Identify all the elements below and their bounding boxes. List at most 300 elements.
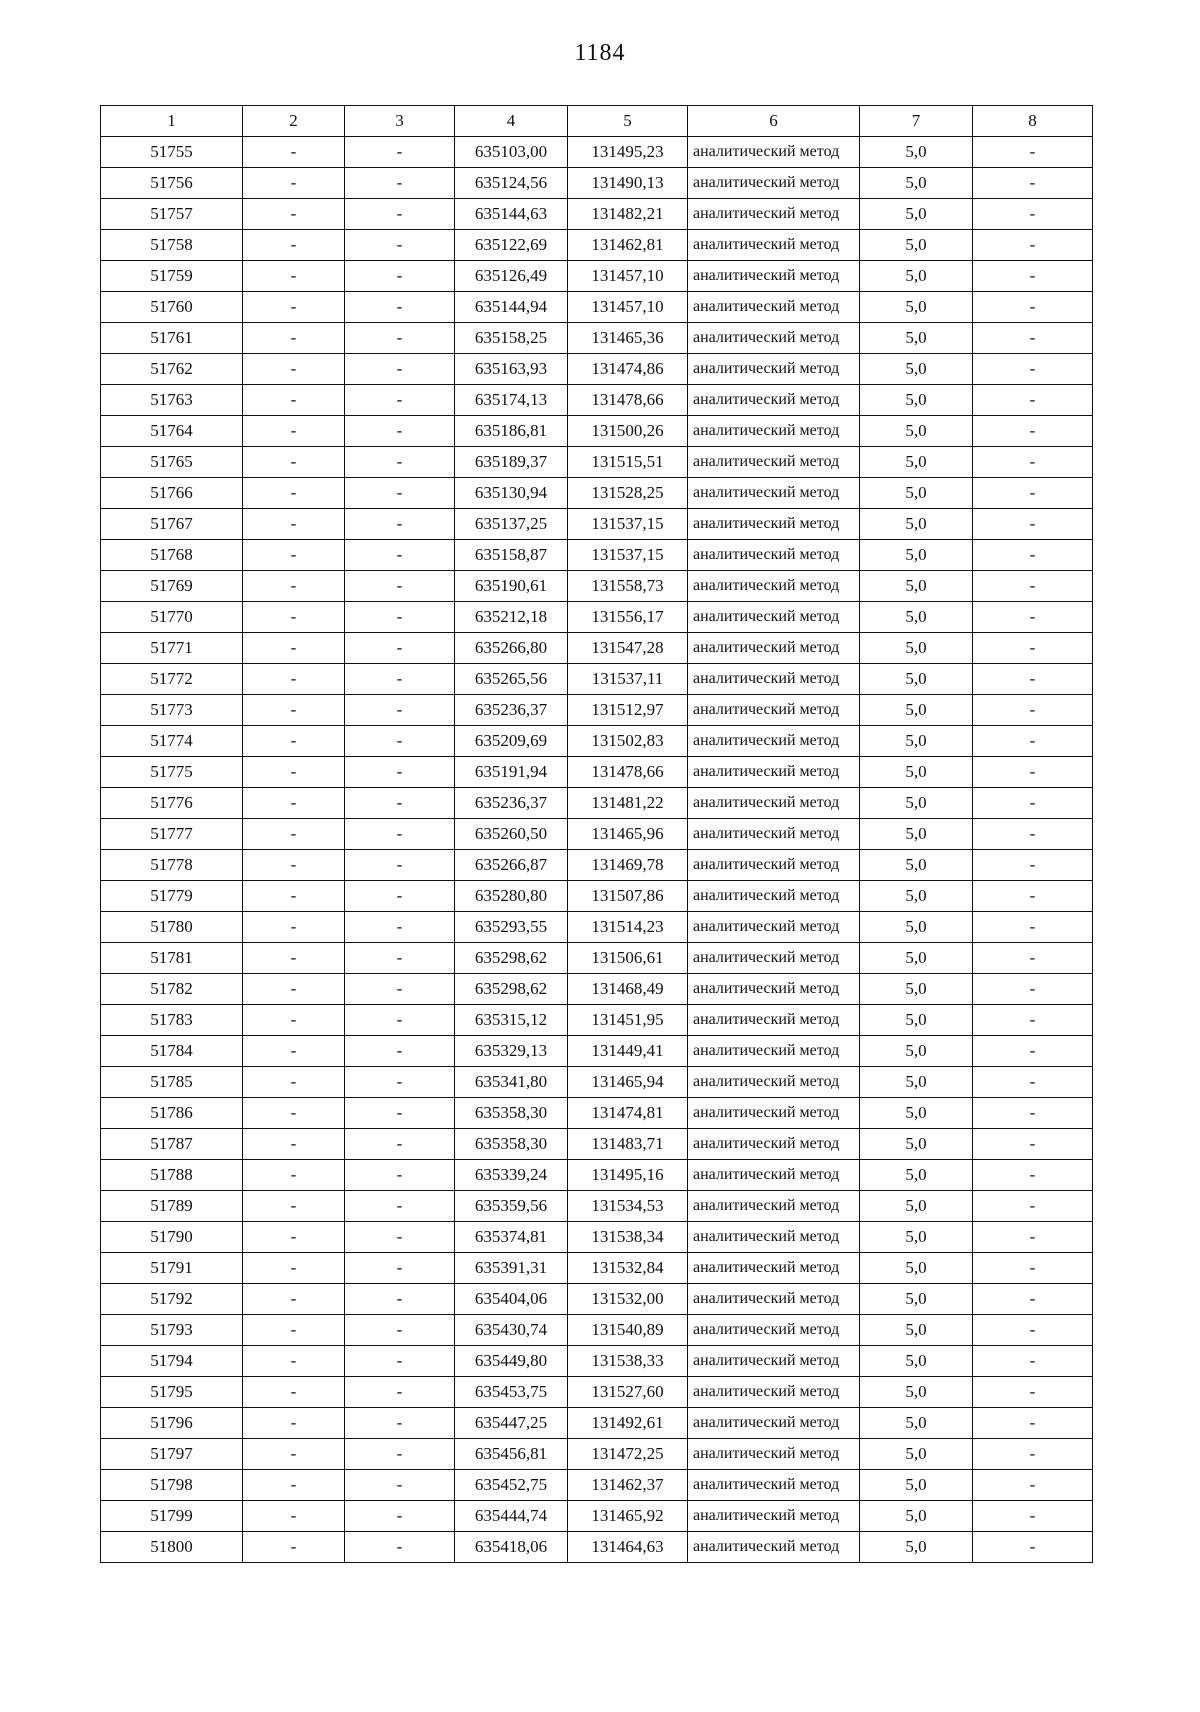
table-row — [101, 819, 1093, 850]
col-8-value: - — [973, 168, 1093, 199]
col-8-value: - — [973, 1532, 1093, 1563]
col-2-value: - — [243, 850, 345, 881]
coordinate-x: 635404,06 — [455, 1284, 568, 1315]
col-3-value: - — [345, 230, 455, 261]
coordinate-y: 131507,86 — [568, 881, 688, 912]
coordinate-x: 635358,30 — [455, 1098, 568, 1129]
col-2-value: - — [243, 1222, 345, 1253]
col-8-value: - — [973, 292, 1093, 323]
coordinate-y: 131528,25 — [568, 478, 688, 509]
point-number: 51774 — [101, 726, 243, 757]
col-3-value: - — [345, 1005, 455, 1036]
accuracy-value: 5,0 — [860, 1346, 973, 1377]
col-2-value: - — [243, 1284, 345, 1315]
method: аналитический метод — [688, 881, 860, 912]
point-number: 51786 — [101, 1098, 243, 1129]
col-8-value: - — [973, 1191, 1093, 1222]
accuracy-value: 5,0 — [860, 881, 973, 912]
col-3-value: - — [345, 602, 455, 633]
accuracy-value: 5,0 — [860, 571, 973, 602]
col-3-value: - — [345, 478, 455, 509]
accuracy-value: 5,0 — [860, 943, 973, 974]
col-3-value: - — [345, 354, 455, 385]
col-3-value: - — [345, 726, 455, 757]
table-row — [101, 912, 1093, 943]
col-8-value: - — [973, 974, 1093, 1005]
table-row — [101, 509, 1093, 540]
coordinate-x: 635174,13 — [455, 385, 568, 416]
col-3-value: - — [345, 1408, 455, 1439]
col-2-value: - — [243, 1346, 345, 1377]
col-2-value: - — [243, 571, 345, 602]
point-number: 51798 — [101, 1470, 243, 1501]
accuracy-value: 5,0 — [860, 912, 973, 943]
method: аналитический метод — [688, 974, 860, 1005]
col-2-value: - — [243, 1129, 345, 1160]
col-8-value: - — [973, 540, 1093, 571]
accuracy-value: 5,0 — [860, 261, 973, 292]
point-number: 51787 — [101, 1129, 243, 1160]
coordinate-y: 131532,00 — [568, 1284, 688, 1315]
table-row — [101, 416, 1093, 447]
accuracy-value: 5,0 — [860, 509, 973, 540]
coordinate-x: 635418,06 — [455, 1532, 568, 1563]
point-number: 51776 — [101, 788, 243, 819]
col-8-value: - — [973, 1067, 1093, 1098]
col-2-value: - — [243, 757, 345, 788]
col-2-value: - — [243, 137, 345, 168]
col-2-value: - — [243, 1098, 345, 1129]
col-3-value: - — [345, 571, 455, 602]
accuracy-value: 5,0 — [860, 1191, 973, 1222]
col-2-value: - — [243, 509, 345, 540]
col-3-value: - — [345, 881, 455, 912]
method: аналитический метод — [688, 1005, 860, 1036]
method: аналитический метод — [688, 261, 860, 292]
point-number: 51775 — [101, 757, 243, 788]
col-2-value: - — [243, 1408, 345, 1439]
table-row — [101, 757, 1093, 788]
method: аналитический метод — [688, 323, 860, 354]
point-number: 51757 — [101, 199, 243, 230]
method: аналитический метод — [688, 1284, 860, 1315]
coordinate-x: 635189,37 — [455, 447, 568, 478]
coordinate-y: 131465,36 — [568, 323, 688, 354]
method: аналитический метод — [688, 1439, 860, 1470]
col-8-value: - — [973, 1036, 1093, 1067]
col-3-value: - — [345, 664, 455, 695]
method: аналитический метод — [688, 664, 860, 695]
col-8-value: - — [973, 447, 1093, 478]
col-3-value: - — [345, 1160, 455, 1191]
col-8-value: - — [973, 1253, 1093, 1284]
col-2-value: - — [243, 292, 345, 323]
col-8-value: - — [973, 881, 1093, 912]
coordinate-y: 131556,17 — [568, 602, 688, 633]
col-3-value: - — [345, 1470, 455, 1501]
col-8-value: - — [973, 633, 1093, 664]
accuracy-value: 5,0 — [860, 1315, 973, 1346]
accuracy-value: 5,0 — [860, 323, 973, 354]
method: аналитический метод — [688, 199, 860, 230]
table-row — [101, 1532, 1093, 1563]
method: аналитический метод — [688, 230, 860, 261]
col-3-value: - — [345, 1501, 455, 1532]
table-row — [101, 1222, 1093, 1253]
accuracy-value: 5,0 — [860, 726, 973, 757]
point-number: 51767 — [101, 509, 243, 540]
accuracy-value: 5,0 — [860, 292, 973, 323]
col-2-value: - — [243, 1160, 345, 1191]
col-2-value: - — [243, 1036, 345, 1067]
col-8-value: - — [973, 416, 1093, 447]
col-2-value: - — [243, 354, 345, 385]
method: аналитический метод — [688, 1191, 860, 1222]
method: аналитический метод — [688, 695, 860, 726]
col-3-value: - — [345, 1532, 455, 1563]
accuracy-value: 5,0 — [860, 354, 973, 385]
coordinate-y: 131537,15 — [568, 509, 688, 540]
col-2-value: - — [243, 323, 345, 354]
method: аналитический метод — [688, 1067, 860, 1098]
col-8-value: - — [973, 726, 1093, 757]
accuracy-value: 5,0 — [860, 1501, 973, 1532]
point-number: 51755 — [101, 137, 243, 168]
coordinate-x: 635124,56 — [455, 168, 568, 199]
table-row — [101, 478, 1093, 509]
coordinate-x: 635209,69 — [455, 726, 568, 757]
col-8-value: - — [973, 912, 1093, 943]
col-8-value: - — [973, 571, 1093, 602]
coordinate-x: 635315,12 — [455, 1005, 568, 1036]
coordinate-x: 635391,31 — [455, 1253, 568, 1284]
col-8-value: - — [973, 230, 1093, 261]
table-row — [101, 137, 1093, 168]
accuracy-value: 5,0 — [860, 478, 973, 509]
table-row — [101, 168, 1093, 199]
method: аналитический метод — [688, 912, 860, 943]
col-8-value: - — [973, 1315, 1093, 1346]
point-number: 51797 — [101, 1439, 243, 1470]
accuracy-value: 5,0 — [860, 1377, 973, 1408]
table-row — [101, 974, 1093, 1005]
col-3-value: - — [345, 757, 455, 788]
point-number: 51785 — [101, 1067, 243, 1098]
coordinate-x: 635452,75 — [455, 1470, 568, 1501]
coordinate-y: 131474,81 — [568, 1098, 688, 1129]
method: аналитический метод — [688, 1222, 860, 1253]
coordinate-x: 635374,81 — [455, 1222, 568, 1253]
coordinate-x: 635298,62 — [455, 943, 568, 974]
col-2-value: - — [243, 1067, 345, 1098]
point-number: 51794 — [101, 1346, 243, 1377]
point-number: 51763 — [101, 385, 243, 416]
point-number: 51766 — [101, 478, 243, 509]
method: аналитический метод — [688, 447, 860, 478]
coordinate-y: 131527,60 — [568, 1377, 688, 1408]
table-row — [101, 602, 1093, 633]
point-number: 51765 — [101, 447, 243, 478]
table-row — [101, 695, 1093, 726]
coordinate-y: 131483,71 — [568, 1129, 688, 1160]
method: аналитический метод — [688, 1532, 860, 1563]
col-8-value: - — [973, 137, 1093, 168]
method: аналитический метод — [688, 168, 860, 199]
col-3-value: - — [345, 261, 455, 292]
coordinate-x: 635158,25 — [455, 323, 568, 354]
coordinate-x: 635144,63 — [455, 199, 568, 230]
method: аналитический метод — [688, 850, 860, 881]
point-number: 51756 — [101, 168, 243, 199]
coordinate-x: 635293,55 — [455, 912, 568, 943]
coordinate-y: 131538,34 — [568, 1222, 688, 1253]
coordinate-y: 131495,23 — [568, 137, 688, 168]
coordinate-x: 635430,74 — [455, 1315, 568, 1346]
method: аналитический метод — [688, 633, 860, 664]
col-8-value: - — [973, 199, 1093, 230]
table-row — [101, 1036, 1093, 1067]
table-row — [101, 323, 1093, 354]
col-3-value: - — [345, 292, 455, 323]
accuracy-value: 5,0 — [860, 1284, 973, 1315]
point-number: 51770 — [101, 602, 243, 633]
coordinate-y: 131449,41 — [568, 1036, 688, 1067]
coordinate-x: 635341,80 — [455, 1067, 568, 1098]
point-number: 51784 — [101, 1036, 243, 1067]
coordinate-x: 635453,75 — [455, 1377, 568, 1408]
col-2-value: - — [243, 1470, 345, 1501]
coordinate-y: 131514,23 — [568, 912, 688, 943]
coordinate-y: 131469,78 — [568, 850, 688, 881]
method: аналитический метод — [688, 1036, 860, 1067]
col-8-value: - — [973, 323, 1093, 354]
accuracy-value: 5,0 — [860, 664, 973, 695]
point-number: 51778 — [101, 850, 243, 881]
col-3-value: - — [345, 1315, 455, 1346]
table-row — [101, 1470, 1093, 1501]
coordinate-y: 131481,22 — [568, 788, 688, 819]
col-2-value: - — [243, 1532, 345, 1563]
column-header: 4 — [455, 106, 568, 137]
accuracy-value: 5,0 — [860, 1470, 973, 1501]
col-3-value: - — [345, 1346, 455, 1377]
coordinate-y: 131547,28 — [568, 633, 688, 664]
method: аналитический метод — [688, 571, 860, 602]
col-8-value: - — [973, 478, 1093, 509]
col-3-value: - — [345, 850, 455, 881]
coordinate-x: 635444,74 — [455, 1501, 568, 1532]
table-row — [101, 292, 1093, 323]
col-3-value: - — [345, 137, 455, 168]
point-number: 51758 — [101, 230, 243, 261]
col-8-value: - — [973, 1222, 1093, 1253]
col-8-value: - — [973, 943, 1093, 974]
coordinate-y: 131492,61 — [568, 1408, 688, 1439]
accuracy-value: 5,0 — [860, 168, 973, 199]
col-8-value: - — [973, 1129, 1093, 1160]
coordinate-x: 635456,81 — [455, 1439, 568, 1470]
method: аналитический метод — [688, 416, 860, 447]
coordinate-y: 131464,63 — [568, 1532, 688, 1563]
accuracy-value: 5,0 — [860, 137, 973, 168]
coordinate-y: 131474,86 — [568, 354, 688, 385]
table-row — [101, 633, 1093, 664]
coordinate-x: 635236,37 — [455, 695, 568, 726]
col-2-value: - — [243, 447, 345, 478]
table-row — [101, 199, 1093, 230]
coordinate-y: 131534,53 — [568, 1191, 688, 1222]
coordinate-x: 635266,87 — [455, 850, 568, 881]
accuracy-value: 5,0 — [860, 819, 973, 850]
table-row — [101, 1346, 1093, 1377]
coordinate-x: 635447,25 — [455, 1408, 568, 1439]
table-row — [101, 385, 1093, 416]
col-3-value: - — [345, 912, 455, 943]
accuracy-value: 5,0 — [860, 1036, 973, 1067]
accuracy-value: 5,0 — [860, 230, 973, 261]
method: аналитический метод — [688, 1315, 860, 1346]
coordinate-x: 635212,18 — [455, 602, 568, 633]
method: аналитический метод — [688, 540, 860, 571]
point-number: 51759 — [101, 261, 243, 292]
coordinate-x: 635163,93 — [455, 354, 568, 385]
column-header: 2 — [243, 106, 345, 137]
col-3-value: - — [345, 633, 455, 664]
coordinate-x: 635280,80 — [455, 881, 568, 912]
col-3-value: - — [345, 1439, 455, 1470]
coordinate-y: 131515,51 — [568, 447, 688, 478]
column-header: 5 — [568, 106, 688, 137]
point-number: 51771 — [101, 633, 243, 664]
coordinate-x: 635144,94 — [455, 292, 568, 323]
coordinate-x: 635191,94 — [455, 757, 568, 788]
coordinate-y: 131506,61 — [568, 943, 688, 974]
point-number: 51782 — [101, 974, 243, 1005]
col-3-value: - — [345, 416, 455, 447]
point-number: 51779 — [101, 881, 243, 912]
col-2-value: - — [243, 633, 345, 664]
point-number: 51795 — [101, 1377, 243, 1408]
coordinate-x: 635122,69 — [455, 230, 568, 261]
col-2-value: - — [243, 1315, 345, 1346]
col-2-value: - — [243, 1439, 345, 1470]
coordinate-y: 131462,81 — [568, 230, 688, 261]
column-header: 1 — [101, 106, 243, 137]
table-body — [101, 137, 1093, 1563]
col-8-value: - — [973, 819, 1093, 850]
coordinate-y: 131465,92 — [568, 1501, 688, 1532]
method: аналитический метод — [688, 292, 860, 323]
coordinate-y: 131462,37 — [568, 1470, 688, 1501]
point-number: 51780 — [101, 912, 243, 943]
point-number: 51791 — [101, 1253, 243, 1284]
col-2-value: - — [243, 943, 345, 974]
accuracy-value: 5,0 — [860, 1408, 973, 1439]
coordinate-y: 131532,84 — [568, 1253, 688, 1284]
accuracy-value: 5,0 — [860, 447, 973, 478]
table-header-row — [101, 106, 1093, 137]
col-3-value: - — [345, 509, 455, 540]
col-3-value: - — [345, 323, 455, 354]
table-row — [101, 1439, 1093, 1470]
col-3-value: - — [345, 819, 455, 850]
col-8-value: - — [973, 757, 1093, 788]
col-3-value: - — [345, 788, 455, 819]
table-row — [101, 664, 1093, 695]
method: аналитический метод — [688, 1470, 860, 1501]
method: аналитический метод — [688, 1160, 860, 1191]
coordinate-y: 131537,11 — [568, 664, 688, 695]
point-number: 51792 — [101, 1284, 243, 1315]
method: аналитический метод — [688, 1377, 860, 1408]
table-row — [101, 540, 1093, 571]
coordinate-x: 635358,30 — [455, 1129, 568, 1160]
col-8-value: - — [973, 1346, 1093, 1377]
point-number: 51783 — [101, 1005, 243, 1036]
table-row — [101, 1191, 1093, 1222]
coordinate-x: 635265,56 — [455, 664, 568, 695]
coordinate-x: 635329,13 — [455, 1036, 568, 1067]
accuracy-value: 5,0 — [860, 1098, 973, 1129]
col-3-value: - — [345, 1222, 455, 1253]
col-8-value: - — [973, 1284, 1093, 1315]
column-header: 6 — [688, 106, 860, 137]
coordinate-y: 131457,10 — [568, 292, 688, 323]
col-8-value: - — [973, 1470, 1093, 1501]
col-8-value: - — [973, 664, 1093, 695]
col-8-value: - — [973, 1439, 1093, 1470]
col-3-value: - — [345, 1191, 455, 1222]
table-row — [101, 261, 1093, 292]
col-2-value: - — [243, 1501, 345, 1532]
accuracy-value: 5,0 — [860, 788, 973, 819]
table-row — [101, 726, 1093, 757]
point-number: 51788 — [101, 1160, 243, 1191]
point-number: 51800 — [101, 1532, 243, 1563]
col-2-value: - — [243, 199, 345, 230]
point-number: 51760 — [101, 292, 243, 323]
col-8-value: - — [973, 261, 1093, 292]
accuracy-value: 5,0 — [860, 974, 973, 1005]
col-8-value: - — [973, 1098, 1093, 1129]
col-3-value: - — [345, 385, 455, 416]
coordinate-y: 131451,95 — [568, 1005, 688, 1036]
col-8-value: - — [973, 788, 1093, 819]
col-3-value: - — [345, 1036, 455, 1067]
coordinate-x: 635158,87 — [455, 540, 568, 571]
col-2-value: - — [243, 726, 345, 757]
coordinate-x: 635130,94 — [455, 478, 568, 509]
point-number: 51769 — [101, 571, 243, 602]
accuracy-value: 5,0 — [860, 1532, 973, 1563]
col-2-value: - — [243, 974, 345, 1005]
col-8-value: - — [973, 695, 1093, 726]
col-2-value: - — [243, 664, 345, 695]
point-number: 51793 — [101, 1315, 243, 1346]
coordinate-y: 131490,13 — [568, 168, 688, 199]
col-3-value: - — [345, 1377, 455, 1408]
coordinate-y: 131502,83 — [568, 726, 688, 757]
col-2-value: - — [243, 385, 345, 416]
accuracy-value: 5,0 — [860, 602, 973, 633]
col-2-value: - — [243, 416, 345, 447]
method: аналитический метод — [688, 819, 860, 850]
method: аналитический метод — [688, 1129, 860, 1160]
method: аналитический метод — [688, 1501, 860, 1532]
point-number: 51796 — [101, 1408, 243, 1439]
coordinate-y: 131512,97 — [568, 695, 688, 726]
point-number: 51761 — [101, 323, 243, 354]
